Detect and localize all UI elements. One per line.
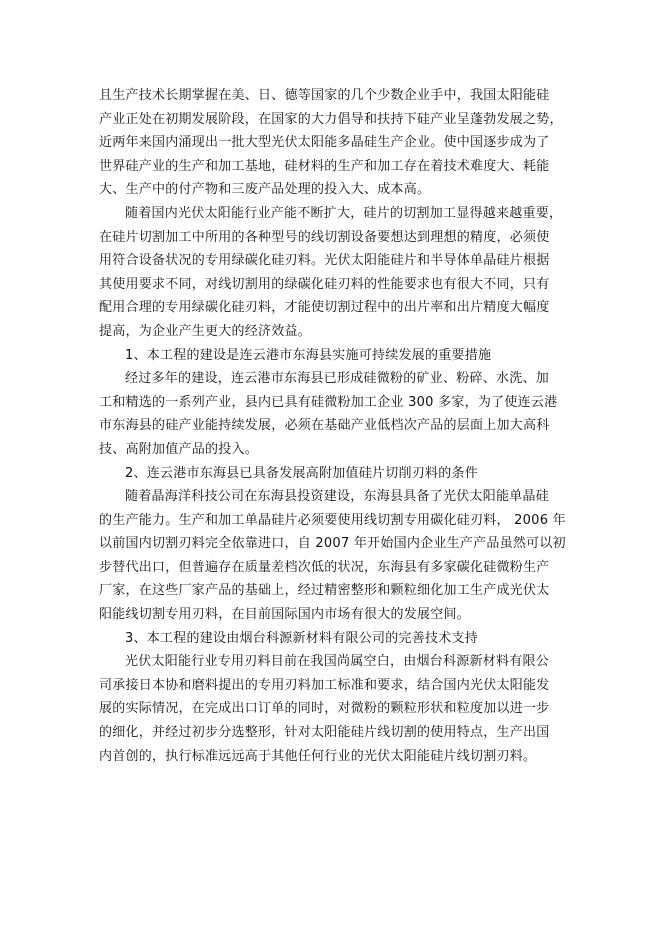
text-line: 在硅片切割加工中所用的各种型号的线切割设备要想达到理想的精度，必须使 — [99, 229, 550, 245]
text-line: 阳能线切割专用刃料，在目前国际国内市场有很大的发展空间。 — [99, 607, 471, 623]
paragraph-first-line: 经过多年的建设，连云港市东海县已形成硅微粉的矿业、粉碎、水洗、加 — [125, 371, 550, 387]
paragraph-first-line: 随着国内光伏太阳能行业产能不断扩大，硅片的切割加工显得越来越重要， — [125, 205, 563, 221]
text-line: 展的实际情况，在完成出口订单的同时，对微粉的颗粒形状和粒度加以进一步 — [99, 701, 550, 717]
section-heading-1: 1、本工程的建设是连云港市东海县实施可持续发展的重要措施 — [125, 347, 492, 363]
text-line: 的生产能力。生产和加工单晶硅片必须要使用线切割专用碳化硅刃料， 2006 年 — [99, 512, 566, 528]
text-line: 其使用要求不同，对线切割用的绿碳化硅刃料的性能要求也有很大不同，只有 — [99, 276, 550, 292]
text-line: 内首创的，执行标准远远高于其他任何行业的光伏太阳能硅片线切割刃料。 — [99, 748, 537, 764]
text-line: 工和精选的一系列产业，县内已具有硅微粉加工企业 300 多家，为了使连云港 — [99, 394, 558, 410]
paragraph-first-line: 光伏太阳能行业专用刃料目前在我国尚属空白，由烟台科源新材料有限公 — [125, 654, 550, 670]
paragraph-first-line: 随着晶海洋科技公司在东海县投资建设，东海县具备了光伏太阳能单晶硅 — [125, 489, 550, 505]
text-line: 大、生产中的付产物和三废产品处理的投入大、成本高。 — [99, 182, 431, 198]
text-line: 技、高附加值产品的投入。 — [99, 441, 259, 457]
text-line: 市东海县的硅产业能持续发展，必须在基础产业低档次产品的层面上加大高科 — [99, 418, 550, 434]
text-line: 近两年来国内涌现出一批大型光伏太阳能多晶硅生产企业。使中国逐步成为了 — [99, 135, 550, 151]
text-line: 以前国内切割刃料完全依靠进口，自 2007 年开始国内企业生产产品虽然可以初 — [99, 536, 566, 552]
text-line: 步替代出口，但普遍存在质量差档次低的状况，东海县有多家碳化硅微粉生产 — [99, 559, 550, 575]
section-heading-2: 2、连云港市东海县已具备发展高附加值硅片切削刃料的条件 — [125, 465, 479, 481]
text-line: 且生产技术长期掌握在美、日、德等国家的几个少数企业手中，我国太阳能硅 — [99, 88, 550, 103]
text-line: 司承接日本协和磨料提出的专用刃料加工标准和要求，结合国内光伏太阳能发 — [99, 677, 550, 693]
text-line: 产业正处在初期发展阶段，在国家的大力倡导和扶持下硅产业呈蓬勃发展之势， — [99, 111, 563, 127]
text-line: 用符合设备状况的专用绿碳化硅刃料。光伏太阳能硅片和半导体单晶硅片根据 — [99, 253, 550, 269]
text-line: 的细化，并经过初步分选整形，针对太阳能硅片线切割的使用特点，生产出国 — [99, 725, 550, 741]
body-text — [99, 84, 566, 768]
text-line: 配用合理的专用绿碳化硅刃料，才能使切割过程中的出片率和出片精度大幅度 — [99, 300, 550, 316]
text-line: 世界硅产业的生产和加工基地，硅材料的生产和加工存在着技术难度大、耗能 — [99, 158, 550, 174]
section-heading-3: 3、本工程的建设由烟台科源新材料有限公司的完善技术支持 — [125, 630, 479, 646]
text-line: 厂家，在这些厂家产品的基础上，经过精密整形和颗粒细化加工生产成光伏太 — [99, 583, 550, 599]
text-line: 提高，为企业产生更大的经济效益。 — [99, 323, 312, 339]
